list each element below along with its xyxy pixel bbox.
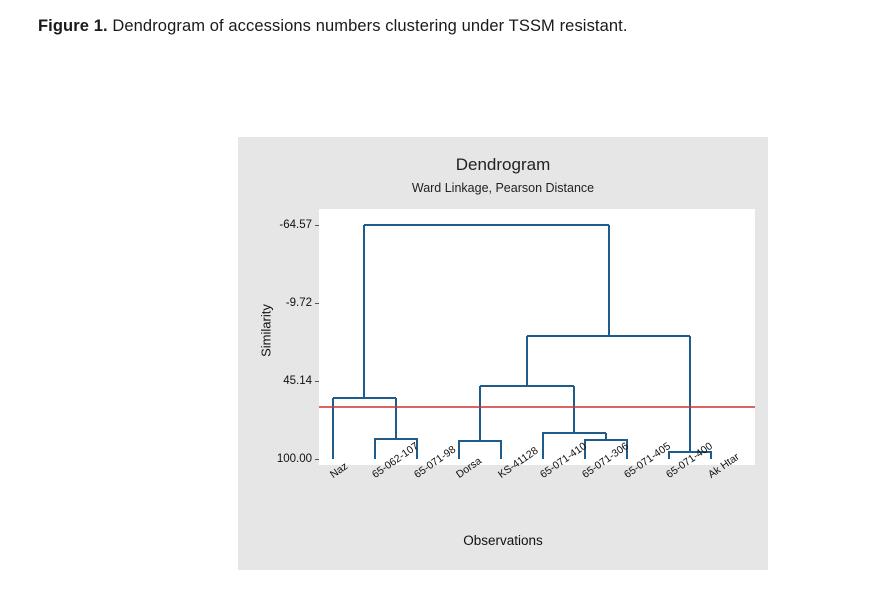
dendrogram-chart-panel	[238, 137, 768, 570]
figure-caption-text: Dendrogram of accessions numbers clustering under TSSM resistant.	[107, 17, 628, 35]
x-tick-label-65-071-405: 65-071-405	[622, 440, 673, 481]
x-tick-label-dorsa: Dorsa	[454, 454, 484, 481]
y-tick-label: 100.00	[276, 453, 312, 465]
x-tick-label-65-071-410: 65-071-410	[538, 440, 589, 481]
x-tick-label-65-062-107: 65-062-107	[370, 440, 421, 481]
figure-caption-label: Figure 1.	[38, 17, 108, 35]
y-tick-label: -9.72	[285, 297, 312, 309]
chart-subtitle: Ward Linkage, Pearson Distance	[411, 181, 595, 195]
y-tick-label: -64.57	[279, 219, 312, 231]
plot-area	[276, 209, 755, 481]
x-tick-label-ks-41128: KS-41128	[496, 444, 541, 481]
chart-title: Dendrogram	[455, 155, 551, 174]
dendrogram-link	[459, 441, 501, 459]
y-tick-label: 45.14	[283, 375, 312, 387]
dendrogram-plot	[319, 209, 755, 465]
x-tick-label-ak-htar: Ak Htar	[706, 450, 742, 481]
y-axis-title: Similarity	[258, 304, 274, 357]
x-tick-label-65-071-306: 65-071-306	[580, 440, 631, 481]
x-tick-label-65-071-98: 65-071-98	[412, 443, 459, 481]
figure-caption	[38, 17, 628, 36]
x-axis-title: Observations	[463, 533, 543, 548]
x-tick-label-naz: Naz	[328, 460, 351, 481]
x-tick-label-65-071-400: 65-071-400	[664, 440, 715, 481]
